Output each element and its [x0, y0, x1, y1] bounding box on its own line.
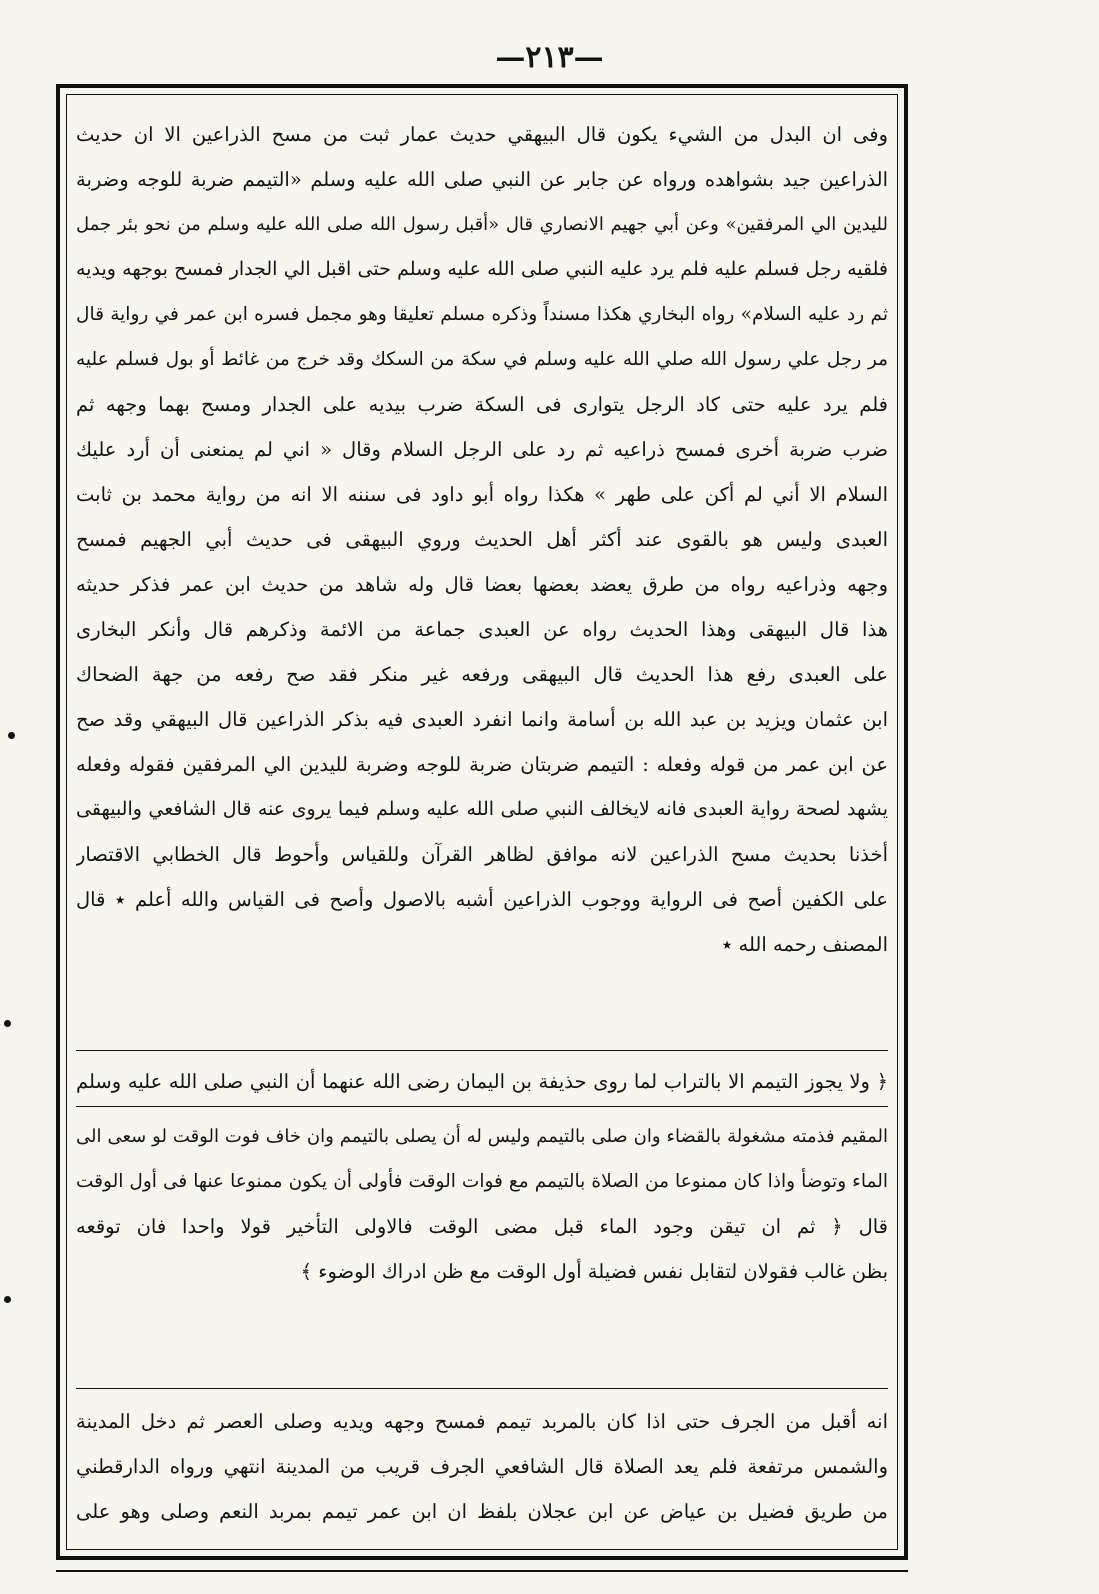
text-line: عن ابن عمر من قوله وفعله : التيمم ضربتان ضربة للوجه وضربة لليدين الي المرفقين فقوله وفعله	[76, 753, 888, 776]
text-line: مر رجل علي رسول الله صلي الله عليه وسلم في سكة من السكك وقد خرج من غائط أو بول فسلم عليه	[76, 349, 888, 370]
bottom-rule	[56, 1570, 908, 1572]
text-line: فلقيه رجل فسلم عليه فلم يرد عليه النبي صلى الله عليه وسلم حتى اقبل الي الجدار فمسح بوجهه ويديه	[76, 258, 888, 280]
page-number: —٢١٣—	[495, 40, 604, 75]
text-line: ابن عثمان ويزيد بن عبد الله بن أسامة وانما انفرد العبدى فيه بذكر الذراعين قال البيهقي وقد صح	[76, 708, 888, 731]
text-line: لليدين الي المرفقين» وعن أبي جهيم الانصاري قال «أقبل رسول الله صلى الله عليه وسلم من نحو بئر جمل	[76, 214, 888, 235]
matn-text	[76, 1114, 888, 1294]
margin-mark	[4, 1020, 11, 1027]
text-line: انه أقبل من الجرف حتى اذا كان بالمربد تيمم فمسح وجهه ويديه وصلى العصر ثم دخل المدينة	[76, 1410, 888, 1433]
text-line: وجهه وذراعيه رواه من طرق يعضد بعضها بعضا قال وله شاهد من حديث ابن عمر فذكر حديثه	[76, 573, 888, 596]
text-line: العبدى وليس هو بالقوى عند أكثر أهل الحديث وروي البيهقى فى حديث أبي الجهيم فمسح	[76, 528, 888, 551]
text-line: قال ﴿ ثم ان تيقن وجود الماء قبل مضى الوقت فالاولى التأخير قولا واحدا فان توقعه	[76, 1215, 888, 1238]
footnote-text	[76, 1399, 888, 1534]
text-line: المصنف رحمه الله ٭	[721, 933, 888, 956]
margin-mark	[8, 732, 15, 739]
text-line: المقيم فذمته مشغولة بالقضاء وان صلى بالتيمم وليس له أن يصلى بالتيمم وان خاف فوت الوقت لو سعى الى	[76, 1126, 888, 1147]
text-line: فلم يرد عليه حتى كاد الرجل يتوارى فى السكة ضرب بيديه على الجدار ومسح بهما وجهه ثم	[76, 393, 888, 416]
section-divider	[76, 1388, 888, 1389]
text-line: بظن غالب فقولان لتقابل نفس فضيلة أول الوقت مع ظن ادراك الوضوء ﴾	[300, 1260, 888, 1283]
section-divider	[76, 1106, 888, 1107]
section-divider	[76, 1050, 888, 1051]
text-line: على العبدى رفع هذا الحديث قال البيهقى ورفعه غير منكر فقد صح رفعه من جهة الضحاك	[76, 663, 888, 686]
text-line: ﴿ ولا يجوز التيمم الا بالتراب لما روى حذيفة بن اليمان رضى الله عنهما أن النبي صلى الله عليه وسلم	[76, 1070, 888, 1093]
text-line: أخذنا بحديث مسح الذراعين لانه موافق لظاهر القرآن وللقياس وأحوط قال الخطابي الاقتصار	[76, 843, 888, 866]
text-line: الماء وتوضأ واذا كان ممنوعا من الصلاة بالتيمم مع فوات الوقت فأولى أن يكون ممنوعا عنها فى أول الوقت	[76, 1171, 888, 1192]
text-line: على الكفين أصح فى الرواية ووجوب الذراعين أشبه بالاصول وأصح فى القياس والله أعلم ٭ قال	[76, 888, 888, 911]
text-line: الذراعين جيد بشواهده ورواه عن جابر عن النبي صلى الله عليه وسلم «التيمم ضربة للوجه وضربة	[76, 168, 888, 191]
page-content	[76, 104, 888, 1544]
text-line: من طريق فضيل بن عياض عن ابن عجلان بلفظ ان ابن عمر تيمم بمربد النعم وصلى وهو على	[76, 1500, 888, 1523]
text-line: يشهد لصحة رواية العبدى فانه لايخالف النبي صلى الله عليه وسلم فيما يروى عنه قال الشافعي والبيهقى	[76, 798, 888, 820]
text-line: ثم رد عليه السلام» رواه البخاري هكذا مسنداً وذكره مسلم تعليقا وهو مجمل فسره ابن عمر في رواية قال	[76, 304, 888, 325]
commentary-text	[76, 112, 888, 967]
text-line: والشمس مرتفعة فلم يعد الصلاة قال الشافعي الجرف قريب من المدينة انتهي ورواه الدارقطني	[76, 1455, 888, 1478]
text-line: هذا قال البيهقى وهذا الحديث رواه عن العبدى جماعة من الائمة وذكرهم قال وأنكر البخارى	[76, 618, 888, 641]
text-line: السلام الا أني لم أكن على طهر » هكذا رواه أبو داود فى سننه الا انه من رواية محمد بن ثابت	[76, 483, 888, 506]
matn-heading	[76, 1059, 888, 1104]
text-line: وفى ان البدل من الشيء يكون قال البيهقي حديث عمار ثبت من مسح الذراعين الا ان حديث	[76, 123, 888, 146]
margin-mark	[4, 1296, 11, 1303]
text-line: ضرب ضربة أخرى فمسح ذراعيه ثم رد على الرجل السلام وقال « اني لم يمنعنى أن أرد عليك	[76, 438, 888, 461]
